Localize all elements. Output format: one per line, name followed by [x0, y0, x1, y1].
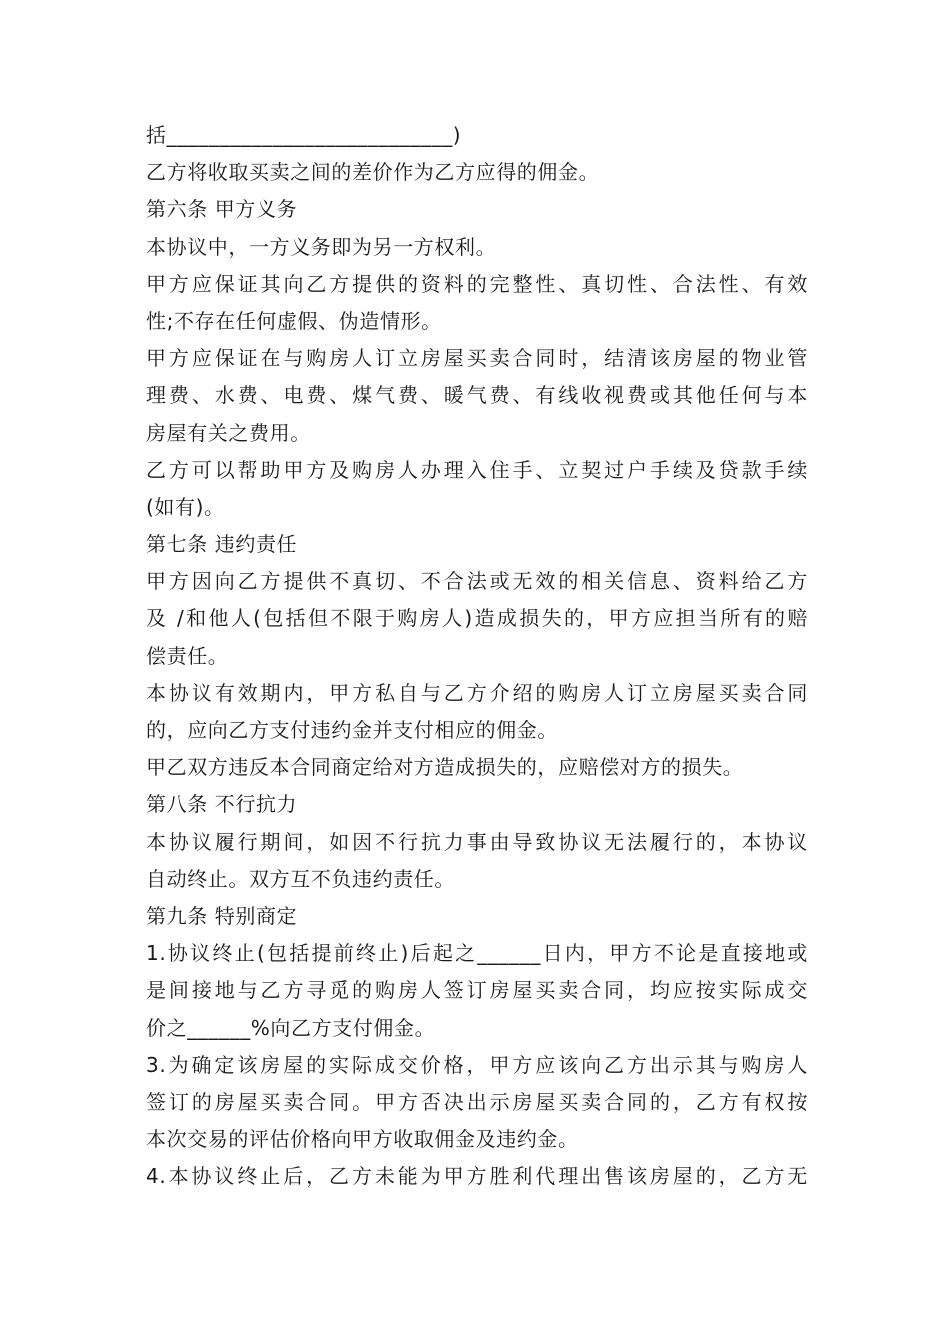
text-line: 价之______%向乙方支付佣金。 [146, 1015, 436, 1040]
text-line: 性;不存在任何虚假、伪造情形。 [146, 308, 442, 333]
text-line: 偿责任。 [146, 643, 229, 668]
document-body [146, 117, 808, 1195]
text-line: 的，应向乙方支付违约金并支付相应的佣金。 [146, 718, 558, 742]
text-line: 签订的房屋买卖合同。甲方否决出示房屋买卖合同的，乙方有权按 [146, 1089, 808, 1114]
text-line: 1.协议终止(包括提前终止)后起之______日内，甲方不论是直接地或 [146, 941, 808, 966]
text-line: 房屋有关之费用。 [146, 420, 311, 445]
section-heading: 第七条 违约责任 [146, 532, 298, 557]
text-line: 括___________________________) [146, 123, 462, 147]
text-line: 本协议履行期间，如因不行抗力事由导致协议无法履行的，本协议 [146, 829, 808, 854]
text-line: 自动终止。双方互不负违约责任。 [146, 866, 455, 891]
text-line: 甲乙双方违反本合同商定给对方造成损失的，应赔偿对方的损失。 [146, 755, 744, 780]
text-line: 是间接地与乙方寻觅的购房人签订房屋买卖合同，均应按实际成交 [146, 978, 808, 1003]
text-line: 甲方因向乙方提供不真切、不合法或无效的相关信息、资料给乙方 [146, 569, 808, 594]
section-heading: 第六条 甲方义务 [146, 197, 298, 222]
section-heading: 第九条 特别商定 [146, 903, 298, 928]
text-line: 本协议中，一方义务即为另一方权利。 [146, 234, 497, 259]
text-line: 乙方可以帮助甲方及购房人办理入住手、立契过户手续及贷款手续 [146, 457, 808, 482]
text-line: 本次交易的评估价格向甲方收取佣金及违约金。 [146, 1127, 579, 1152]
section-heading: 第八条 不行抗力 [146, 792, 298, 817]
text-line: 及 /和他人(包括但不限于购房人)造成损失的，甲方应担当所有的赔 [146, 606, 808, 631]
text-line: 乙方将收取买卖之间的差价作为乙方应得的佣金。 [146, 160, 600, 185]
text-line: 3.为确定该房屋的实际成交价格，甲方应该向乙方出示其与购房人 [146, 1052, 808, 1077]
text-line: 本协议有效期内，甲方私自与乙方介绍的购房人订立房屋买卖合同 [146, 680, 808, 705]
text-line: 理费、水费、电费、煤气费、暖气费、有线收视费或其他任何与本 [146, 383, 808, 408]
text-line: 甲方应保证在与购房人订立房屋买卖合同时，结清该房屋的物业管 [146, 346, 808, 371]
text-line: (如有)。 [146, 494, 225, 519]
text-line: 甲方应保证其向乙方提供的资料的完整性、真切性、合法性、有效 [146, 271, 808, 296]
text-line: 4.本协议终止后，乙方未能为甲方胜利代理出售该房屋的，乙方无 [146, 1164, 808, 1189]
